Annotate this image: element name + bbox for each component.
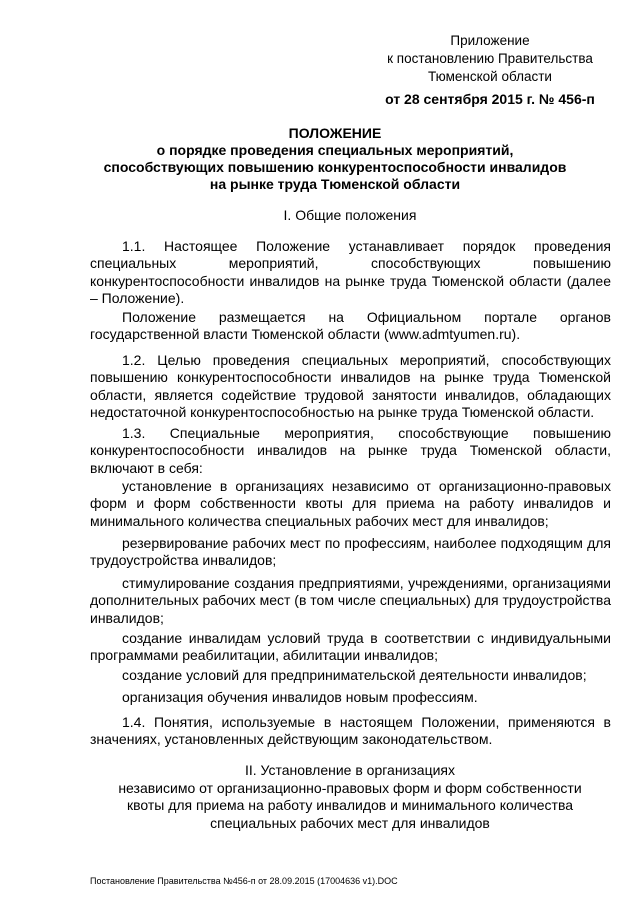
section-2-line-2: независимо от организационно-правовых форм и форм собственности — [118, 779, 582, 796]
paragraph: 1.1. Настоящее Положение устанавливает порядок проведения специальных мероприятий, способствующих повышению конкурентоспособности инвалидов на рынке труда Тюменской области (далее – Положение). — [90, 238, 611, 307]
list-item: организация обучения инвалидов новым профессиям. — [122, 689, 478, 705]
title-line-2: о порядке проведения специальных мероприятий, — [156, 142, 514, 158]
paragraph: 1.2. Целью проведения специальных мероприятий, способствующих повышению конкурентоспособности инвалидов на рынке труда Тюменской области, является содействие трудовой занятости инвалидов, обладающих недостаточной конкурентоспособностью на рынке труда Тюменской области. — [90, 352, 611, 421]
list-item: резервирование рабочих мест по профессиям, наиболее подходящим для трудоустройства инвалидов; — [90, 535, 611, 569]
appendix-header — [360, 32, 620, 108]
paragraph: Положение размещается на Официальном портале органов государственной власти Тюменской области (www.admtyumen.ru). — [90, 309, 611, 343]
appendix-date-number: от 28 сентября 2015 г. № 456-п — [385, 91, 595, 107]
appendix-region: Тюменской области — [428, 69, 552, 84]
paragraph: 1.4. Понятия, используемые в настоящем Положении, применяются в значениях, установленных действующим законодательством. — [90, 714, 611, 748]
page-footer: Постановление Правительства №456-п от 28.09.2015 (17004636 v1).DOC — [90, 876, 398, 886]
list-item: стимулирование создания предприятиями, учреждениями, организациями дополнительных рабочих мест (в том числе специальных) для трудоустройства инвалидов; — [90, 575, 611, 626]
section-2-line-3: квоты для приема на работу инвалидов и минимального количества — [126, 797, 574, 813]
title-heading: ПОЛОЖЕНИЕ — [288, 125, 382, 141]
document-title — [70, 125, 600, 193]
section-1-heading: I. Общие положения — [283, 207, 417, 223]
appendix-resolution-ref: к постановлению Правительства — [387, 51, 593, 66]
section-2-line-4: специальных рабочих мест для инвалидов — [210, 814, 490, 831]
paragraph: 1.3. Специальные мероприятия, способствующие повышению конкурентоспособности инвалидов на рынке труда Тюменской области, включают в себя: — [90, 425, 611, 476]
title-line-3: способствующих повышению конкурентоспособности инвалидов — [103, 159, 567, 175]
section-2-line-1: II. Установление в организациях — [244, 762, 456, 778]
title-line-4: на рынке труда Тюменской области — [209, 176, 461, 192]
section-2-heading — [90, 762, 610, 832]
list-item: создание условий для предпринимательской деятельности инвалидов; — [122, 667, 587, 683]
list-item: установление в организациях независимо от организационно-правовых форм и форм собственности квоты для приема на работу инвалидов и минимального количества специальных рабочих мест для инвалидов; — [90, 478, 611, 529]
appendix-label: Приложение — [450, 33, 530, 48]
list-item: создание инвалидам условий труда в соответствии с индивидуальными программами реабилитации, абилитации инвалидов; — [90, 630, 611, 664]
